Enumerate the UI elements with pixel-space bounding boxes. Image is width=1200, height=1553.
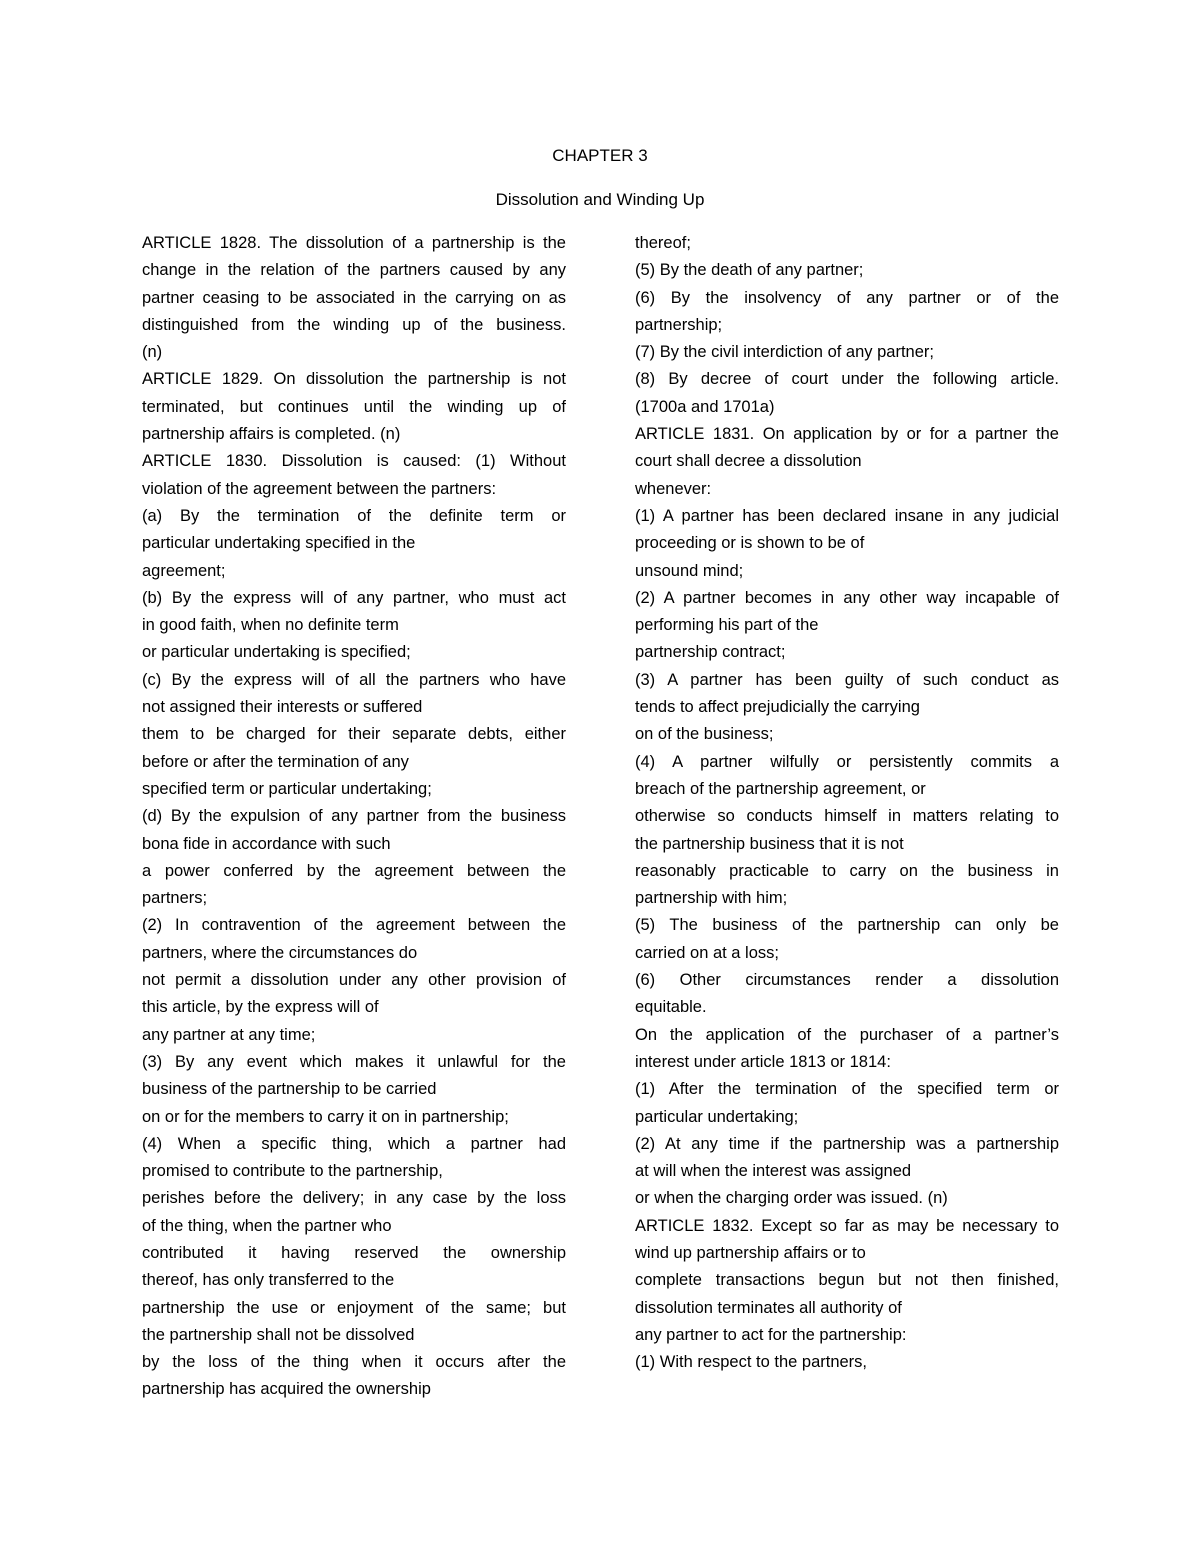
text-line: (8) By decree of court under the following article.: [635, 370, 1059, 389]
text-line: (c) By the express will of all the partners who have: [142, 670, 566, 689]
text-line: the partnership business that it is not: [635, 834, 904, 853]
text-line: otherwise so conducts himself in matters relating to: [635, 807, 1059, 826]
text-line: reasonably practicable to carry on the business in: [635, 861, 1059, 880]
text-line: partnership affairs is completed. (n): [142, 425, 401, 444]
text-line: thereof, has only transferred to the: [142, 1271, 395, 1290]
text-line: ARTICLE 1831. On application by or for a partner the: [635, 425, 1059, 444]
text-line: any partner at any time;: [142, 1025, 316, 1044]
right-text-column: [635, 230, 1059, 1376]
text-line: particular undertaking;: [635, 1107, 799, 1126]
text-line: (n): [142, 343, 163, 362]
text-line: (2) A partner becomes in any other way incapable of: [635, 588, 1059, 607]
text-line: ARTICLE 1832. Except so far as may be necessary to: [635, 1216, 1059, 1235]
text-line: before or after the termination of any: [142, 752, 409, 771]
chapter-subtitle: Dissolution and Winding Up: [495, 190, 705, 209]
text-line: not assigned their interests or suffered: [142, 698, 423, 717]
text-line: partners, where the circumstances do: [142, 943, 418, 962]
text-line: On the application of the purchaser of a partner’s: [635, 1025, 1059, 1044]
text-line: particular undertaking specified in the: [142, 534, 416, 553]
text-line: (3) A partner has been guilty of such conduct as: [635, 670, 1059, 689]
text-line: (3) By any event which makes it unlawful for the: [142, 1052, 566, 1071]
text-line: (4) A partner wilfully or persistently commits a: [635, 752, 1059, 771]
text-line: promised to contribute to the partnership,: [142, 1162, 443, 1181]
text-line: complete transactions begun but not then finished,: [635, 1271, 1059, 1290]
text-line: (6) By the insolvency of any partner or of the: [635, 288, 1059, 307]
text-line: this article, by the express will of: [142, 998, 379, 1017]
text-line: (a) By the termination of the definite term or: [142, 506, 566, 525]
text-line: carried on at a loss;: [635, 943, 779, 962]
text-line: perishes before the delivery; in any case by the loss: [142, 1189, 566, 1208]
text-line: (7) By the civil interdiction of any partner;: [635, 343, 934, 362]
text-line: partnership contract;: [635, 643, 786, 662]
text-line: partnership has acquired the ownership: [142, 1380, 431, 1399]
text-line: partner ceasing to be associated in the carrying on as: [142, 288, 566, 307]
text-line: thereof;: [635, 234, 691, 252]
text-line: (b) By the express will of any partner, who must act: [142, 588, 566, 607]
text-line: contributed it having reserved the ownership: [142, 1243, 566, 1262]
text-line: (5) The business of the partnership can only be: [635, 916, 1059, 935]
text-line: distinguished from the winding up of the business.: [142, 315, 566, 334]
text-line: (1700a and 1701a): [635, 397, 775, 416]
text-line: (2) At any time if the partnership was a partnership: [635, 1134, 1059, 1153]
text-line: or when the charging order was issued. (n): [635, 1189, 948, 1208]
text-line: tends to affect prejudicially the carrying: [635, 698, 920, 717]
text-line: performing his part of the: [635, 616, 819, 635]
text-line: breach of the partnership agreement, or: [635, 779, 926, 798]
text-line: partnership;: [635, 315, 723, 334]
text-line: (5) By the death of any partner;: [635, 261, 864, 280]
text-line: at will when the interest was assigned: [635, 1162, 912, 1181]
text-line: of the thing, when the partner who: [142, 1216, 392, 1235]
text-line: on of the business;: [635, 725, 774, 744]
text-line: equitable.: [635, 998, 707, 1017]
text-line: ARTICLE 1829. On dissolution the partnership is not: [142, 370, 566, 389]
text-line: dissolution terminates all authority of: [635, 1298, 902, 1317]
text-line: (1) With respect to the partners,: [635, 1353, 868, 1372]
text-line: (1) A partner has been declared insane in any judicial: [635, 506, 1059, 525]
text-line: partnership the use or enjoyment of the same; but: [142, 1298, 566, 1317]
text-line: bona fide in accordance with such: [142, 834, 391, 853]
text-line: (6) Other circumstances render a dissolution: [635, 971, 1059, 990]
left-text-column: [142, 230, 566, 1404]
text-line: (1) After the termination of the specified term or: [635, 1080, 1059, 1099]
text-line: on or for the members to carry it on in partnership;: [142, 1107, 509, 1126]
text-line: (d) By the expulsion of any partner from the business: [142, 807, 566, 826]
text-line: specified term or particular undertaking;: [142, 779, 432, 798]
text-line: unsound mind;: [635, 561, 744, 580]
text-line: wind up partnership affairs or to: [635, 1243, 866, 1262]
text-line: (2) In contravention of the agreement between the: [142, 916, 566, 935]
text-line: whenever:: [635, 479, 712, 498]
text-line: ARTICLE 1830. Dissolution is caused: (1) Without: [142, 452, 566, 471]
text-line: or particular undertaking is specified;: [142, 643, 411, 662]
text-line: a power conferred by the agreement between the: [142, 861, 566, 880]
text-line: court shall decree a dissolution: [635, 452, 862, 471]
text-line: ARTICLE 1828. The dissolution of a partnership is the: [142, 234, 566, 252]
text-line: proceeding or is shown to be of: [635, 534, 865, 553]
text-line: any partner to act for the partnership:: [635, 1325, 907, 1344]
chapter-title: CHAPTER 3: [552, 146, 648, 165]
text-line: interest under article 1813 or 1814:: [635, 1052, 891, 1071]
text-line: terminated, but continues until the winding up of: [142, 397, 566, 416]
text-line: business of the partnership to be carried: [142, 1080, 437, 1099]
text-line: agreement;: [142, 561, 226, 580]
text-line: (4) When a specific thing, which a partner had: [142, 1134, 566, 1153]
text-line: change in the relation of the partners caused by any: [142, 261, 566, 280]
text-line: partners;: [142, 889, 208, 908]
text-line: the partnership shall not be dissolved: [142, 1325, 415, 1344]
text-line: in good faith, when no definite term: [142, 616, 399, 635]
text-line: them to be charged for their separate debts, either: [142, 725, 566, 744]
text-line: by the loss of the thing when it occurs after the: [142, 1353, 566, 1372]
text-line: partnership with him;: [635, 889, 788, 908]
text-line: not permit a dissolution under any other provision of: [142, 971, 566, 990]
text-line: violation of the agreement between the partners:: [142, 479, 497, 498]
